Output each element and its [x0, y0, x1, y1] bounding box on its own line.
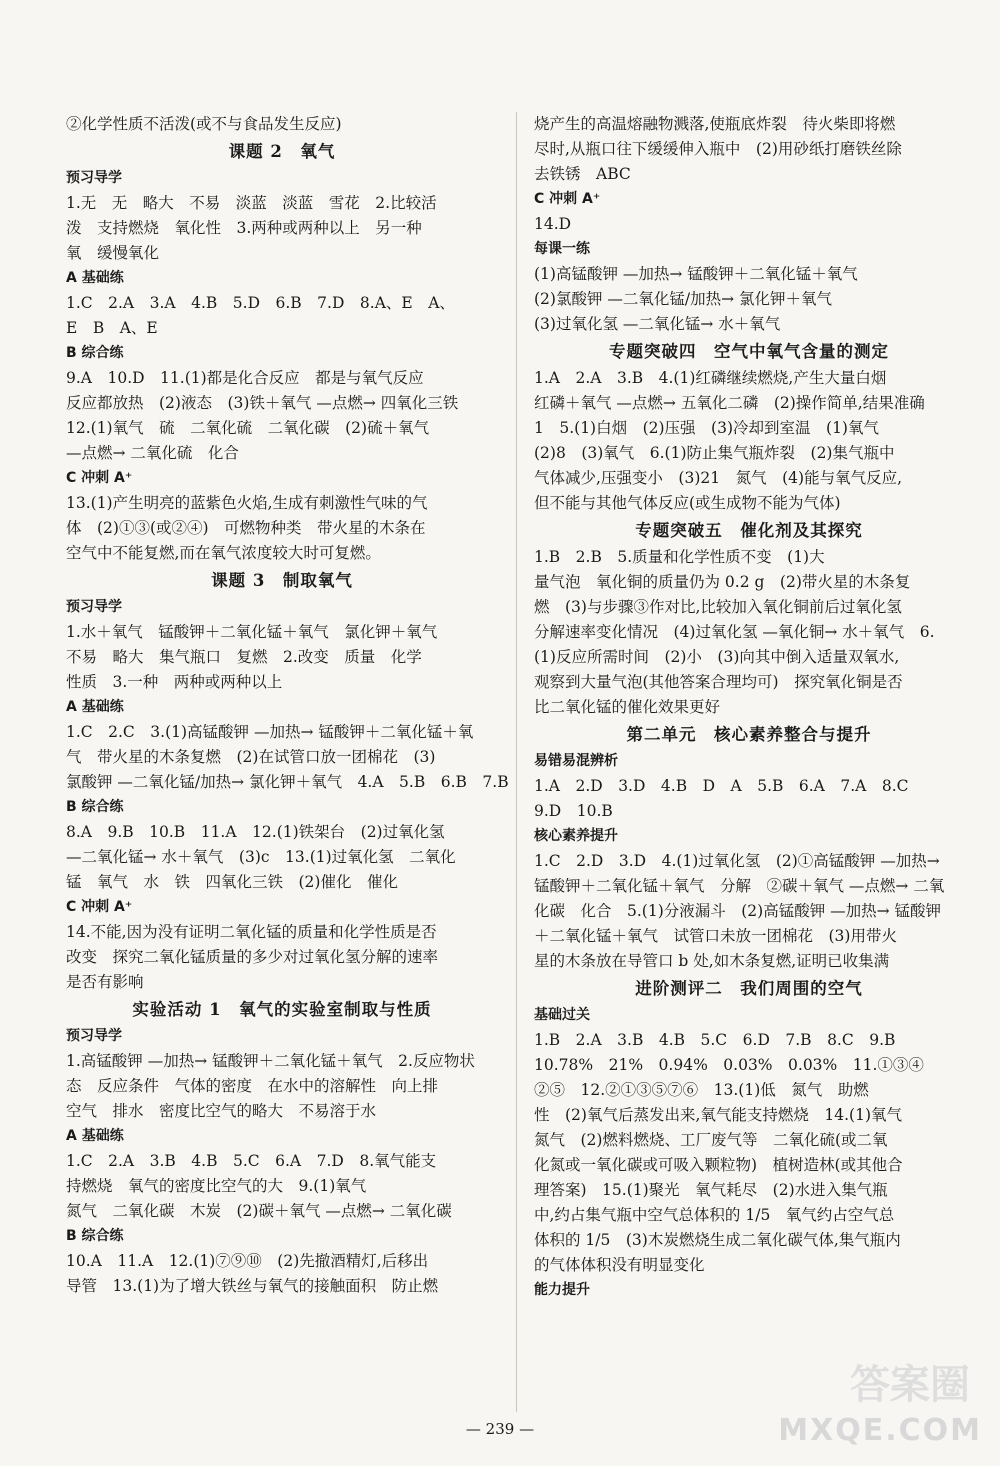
answer-line: 观察到大量气泡(其他答案合理均可) 探究氧化铜是否	[534, 673, 903, 691]
answer-line: 泼 支持燃烧 氧化性 3.两种或两种以上 另一种	[66, 219, 422, 237]
subsection-label: 预习导学	[66, 170, 122, 186]
answer-line: (1)反应所需时间 (2)小 (3)向其中倒入适量双氧水,	[534, 648, 900, 666]
answer-line: 但不能与其他气体反应(或生成物不能为气体)	[534, 494, 841, 512]
subsection-label: B 综合练	[66, 799, 124, 815]
answer-line: 去铁锈 ABC	[534, 165, 631, 183]
answer-line: 态 反应条件 气体的密度 在水中的溶解性 向上排	[66, 1077, 439, 1095]
answer-line: 1.C 2.A 3.B 4.B 5.C 6.A 7.D 8.氧气能支	[66, 1152, 437, 1170]
watermark: MXQE.COM	[778, 1413, 982, 1448]
answer-line: 星的木条放在导管口 b 处,如木条复燃,证明已收集满	[534, 952, 890, 970]
left-column	[66, 112, 509, 1299]
section-heading: 专题突破五 催化剂及其探究	[635, 521, 863, 540]
answer-line: 分解速率变化情况 (4)过氧化氢 —氧化铜→ 水＋氧气 6.	[534, 623, 935, 641]
subsection-label: A 基础练	[66, 699, 124, 715]
answer-line: (2)氯酸钾 —二氧化锰/加热→ 氯化钾＋氧气	[534, 290, 833, 308]
watermark-logo: 答案圈	[850, 1362, 970, 1408]
answer-line: 比二氧化锰的催化效果更好	[534, 698, 721, 716]
answer-line: 10.78% 21% 0.94% 0.03% 0.03% 11.①③④	[534, 1056, 924, 1074]
subsection-label: C 冲刺 A⁺	[534, 191, 601, 207]
subsection-label: A 基础练	[66, 270, 124, 286]
subsection-label: 核心素养提升	[534, 828, 618, 844]
subsection-label: 基础过关	[534, 1007, 590, 1023]
subsection-label: 能力提升	[534, 1282, 590, 1298]
section-heading: 课题 3 制取氧气	[211, 571, 353, 590]
answer-line: 氮气 (2)燃料燃烧、工厂废气等 二氧化硫(或二氧	[534, 1131, 888, 1149]
answer-line: (3)过氧化氢 —二氧化锰→ 水＋氧气	[534, 315, 781, 333]
section-heading: 课题 2 氧气	[228, 142, 336, 161]
answer-line: 持燃烧 氧气的密度比空气的大 9.(1)氧气	[66, 1177, 367, 1195]
answer-line: 化氮或一氧化碳或可吸入颗粒物) 植树造林(或其他合	[534, 1156, 903, 1174]
answer-line: 红磷＋氧气 —点燃→ 五氧化二磷 (2)操作简单,结果准确	[534, 394, 925, 412]
answer-line: ②⑤ 12.②①③⑤⑦⑥ 13.(1)低 氮气 助燃	[534, 1081, 869, 1099]
answer-line: 化碳 化合 5.(1)分液漏斗 (2)高锰酸钾 —加热→ 锰酸钾	[534, 902, 942, 920]
subsection-label: B 综合练	[66, 345, 124, 361]
answer-line: 8.A 9.B 10.B 11.A 12.(1)铁架台 (2)过氧化氢	[66, 823, 445, 841]
subsection-label: 易错易混辨析	[534, 753, 618, 769]
answer-line: 导管 13.(1)为了增大铁丝与氧气的接触面积 防止燃	[66, 1277, 439, 1295]
answer-line: 性质 3.一种 两种或两种以上	[66, 673, 283, 691]
answer-line: 反应都放热 (2)液态 (3)铁＋氧气 —点燃→ 四氧化三铁	[66, 394, 459, 412]
section-heading: 实验活动 1 氧气的实验室制取与性质	[132, 1000, 432, 1019]
page-number: — 239 —	[465, 1420, 535, 1438]
answer-line: 性 (2)氧气后蒸发出来,氧气能支持燃烧 14.(1)氧气	[534, 1106, 902, 1124]
answer-line: (1)高锰酸钾 —加热→ 锰酸钾＋二氧化锰＋氧气	[534, 265, 858, 283]
answer-line: 理答案) 15.(1)聚光 氧气耗尽 (2)水进入集气瓶	[534, 1181, 888, 1199]
answer-line: —二氧化锰→ 水＋氧气 (3)c 13.(1)过氧化氢 二氧化	[66, 848, 456, 866]
answer-line: 1.无 无 略大 不易 淡蓝 淡蓝 雪花 2.比较活	[66, 194, 437, 212]
answer-line: 尽时,从瓶口往下缓缓伸入瓶中 (2)用砂纸打磨铁丝除	[534, 140, 902, 158]
answer-line: 1.水＋氧气 锰酸钾＋二氧化锰＋氧气 氯化钾＋氧气	[66, 623, 438, 641]
answer-line: 9.A 10.D 11.(1)都是化合反应 都是与氧气反应	[66, 369, 424, 387]
answer-line: 14.D	[534, 215, 572, 233]
section-heading: 专题突破四 空气中氧气含量的测定	[609, 342, 889, 361]
subsection-label: A 基础练	[66, 1128, 124, 1144]
answer-line: 9.D 10.B	[534, 802, 613, 820]
answer-line: 氮气 二氧化碳 木炭 (2)碳＋氧气 —点燃→ 二氧化碳	[66, 1202, 452, 1220]
answer-line: 量气泡 氧化铜的质量仍为 0.2 g (2)带火星的木条复	[534, 573, 911, 591]
answer-line: —点燃→ 二氧化硫 化合	[66, 444, 239, 462]
subsection-label: 预习导学	[66, 1028, 122, 1044]
answer-line: 1.B 2.B 5.质量和化学性质不变 (1)大	[534, 548, 825, 566]
answer-line: 空气 排水 密度比空气的略大 不易溶于水	[66, 1102, 377, 1120]
answer-line: 1 5.(1)白烟 (2)压强 (3)冷却到室温 (1)氧气	[534, 419, 879, 437]
answer-line: 14.不能,因为没有证明二氧化锰的质量和化学性质是否	[66, 923, 437, 941]
subsection-label: C 冲刺 A⁺	[66, 899, 133, 915]
answer-line: 改变 探究二氧化锰质量的多少对过氧化氢分解的速率	[66, 948, 439, 966]
answer-line: 烧产生的高温熔融物溅落,使瓶底炸裂 待火柴即将燃	[534, 115, 896, 133]
answer-line: 氯酸钾 —二氧化锰/加热→ 氯化钾＋氧气 4.A 5.B 6.B 7.B	[66, 773, 509, 791]
answer-line: 锰酸钾＋二氧化锰＋氧气 分解 ②碳＋氧气 —点燃→ 二氧	[534, 877, 945, 895]
answer-line: 1.C 2.A 3.A 4.B 5.D 6.B 7.D 8.A、E A、	[66, 294, 455, 312]
answer-line: E B A、E	[66, 319, 158, 337]
answer-line: 气体减少,压强变小 (3)21 氮气 (4)能与氧气反应,	[534, 469, 902, 487]
subsection-label: 预习导学	[66, 599, 122, 615]
answer-line: 中,约占集气瓶中空气总体积的 1/5 氧气约占空气总	[534, 1206, 895, 1224]
section-heading: 第二单元 核心素养整合与提升	[626, 725, 872, 744]
answer-line: 空气中不能复燃,而在氧气浓度较大时可复燃。	[66, 544, 381, 562]
answer-line: 体积的 1/5 (3)木炭燃烧生成二氧化碳气体,集气瓶内	[534, 1231, 901, 1249]
answer-line: 燃 (3)与步骤③作对比,比较加入氧化铜前后过氧化氢	[534, 598, 902, 616]
answer-line: (2)8 (3)氧气 6.(1)防止集气瓶炸裂 (2)集气瓶中	[534, 444, 895, 462]
answer-line: 体 (2)①③(或②④) 可燃物种类 带火星的木条在	[66, 519, 426, 537]
answer-line: 氧 缓慢氧化	[66, 244, 160, 262]
section-heading: 进阶测评二 我们周围的空气	[635, 979, 863, 998]
answer-line: 1.B 2.A 3.B 4.B 5.C 6.D 7.B 8.C 9.B	[534, 1031, 896, 1049]
answer-line: 10.A 11.A 12.(1)⑦⑨⑩ (2)先撤酒精灯,后移出	[66, 1252, 429, 1270]
answer-line: 1.A 2.A 3.B 4.(1)红磷继续燃烧,产生大量白烟	[534, 369, 887, 387]
answer-line: 13.(1)产生明亮的蓝紫色火焰,生成有刺激性气味的气	[66, 494, 428, 512]
subsection-label: 每课一练	[534, 241, 590, 257]
answer-line: ＋二氧化锰＋氧气 试管口未放一团棉花 (3)用带火	[534, 927, 897, 945]
answer-line: 1.高锰酸钾 —加热→ 锰酸钾＋二氧化锰＋氧气 2.反应物状	[66, 1052, 475, 1070]
answer-line: 的气体体积没有明显变化	[534, 1256, 705, 1274]
column-divider	[516, 112, 517, 1412]
subsection-label: B 综合练	[66, 1228, 124, 1244]
answer-line: 是否有影响	[66, 973, 144, 991]
answer-line: ②化学性质不活泼(或不与食品发生反应)	[66, 115, 342, 133]
answer-line: 1.C 2.C 3.(1)高锰酸钾 —加热→ 锰酸钾＋二氧化锰＋氧	[66, 723, 474, 741]
answer-line: 锰 氧气 水 铁 四氧化三铁 (2)催化 催化	[66, 873, 398, 891]
answer-line: 气 带火星的木条复燃 (2)在试管口放一团棉花 (3)	[66, 748, 436, 766]
subsection-label: C 冲刺 A⁺	[66, 470, 133, 486]
answer-line: 1.C 2.D 3.D 4.(1)过氧化氢 (2)①高锰酸钾 —加热→	[534, 852, 940, 870]
right-column	[534, 112, 964, 1303]
answer-line: 1.A 2.D 3.D 4.B D A 5.B 6.A 7.A 8.C	[534, 777, 909, 795]
answer-line: 不易 略大 集气瓶口 复燃 2.改变 质量 化学	[66, 648, 422, 666]
answer-line: 12.(1)氧气 硫 二氧化硫 二氧化碳 (2)硫＋氧气	[66, 419, 430, 437]
